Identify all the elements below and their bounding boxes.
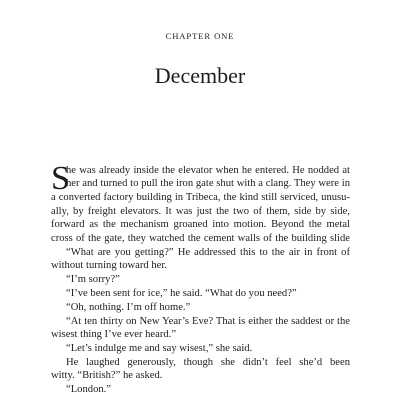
body-line: cross of the gate, they watched the cement walls of the building slide (51, 233, 350, 244)
body-line: a converted factory building in Tribeca, the kind still serviced, unusu- (51, 192, 350, 203)
body-line: “Oh, nothing. I’m off home.” (66, 302, 191, 313)
body-line: witty. “British?” he asked. (51, 370, 163, 381)
body-line: “I’m sorry?” (66, 274, 120, 285)
drop-cap: S (51, 160, 70, 197)
body-line: “What are you getting?” He addressed this to the air in front of (66, 247, 350, 258)
body-line: “Let’s indulge me and say wisest,” she said. (66, 343, 253, 354)
body-line: without turning toward her. (51, 260, 167, 271)
body-line: “I’ve been sent for ice,” he said. “What do you need?” (66, 288, 297, 299)
body-line: “London.” (66, 384, 112, 395)
body-line: “At ten thirty on New Year’s Eve? That is either the saddest or the (66, 316, 350, 327)
body-line: forward as the mechanism groaned into motion. Beyond the metal (51, 219, 350, 230)
chapter-label: CHAPTER ONE (165, 31, 235, 41)
body-line: her and turned to pull the iron gate shut with a clang. They were in (66, 178, 350, 189)
chapter-title: December (154, 63, 246, 88)
body-line: ally, by freight elevators. It was just the two of them, side by side, (51, 206, 350, 217)
body-line: he was already inside the elevator when he entered. He nodded at (66, 165, 350, 176)
body-line: wisest thing I’ve ever heard.” (51, 329, 177, 340)
body-line: He laughed generously, though she didn’t feel she’d been (66, 357, 350, 368)
